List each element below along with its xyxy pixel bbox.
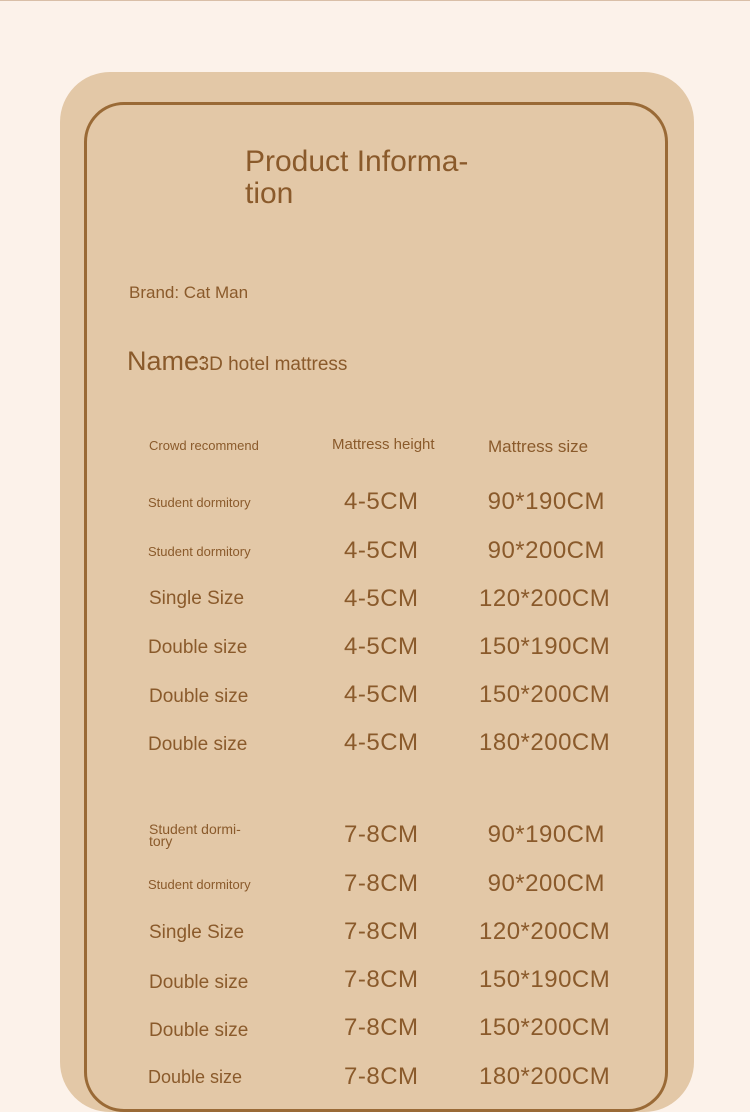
table-row — [0, 729, 750, 769]
height-cell: 7-8CM — [344, 966, 419, 993]
crowd-cell: Student dormitory — [148, 495, 251, 510]
table-row — [0, 821, 750, 861]
height-cell: 7-8CM — [344, 821, 419, 848]
crowd-cell: Double size — [148, 1067, 243, 1087]
size-cell: 90*190CM — [487, 821, 605, 848]
size-cell: 150*200CM — [479, 1014, 611, 1041]
table-row — [0, 488, 750, 528]
height-cell: 4-5CM — [344, 681, 419, 708]
height-cell: 4-5CM — [344, 488, 419, 515]
height-cell: 4-5CM — [344, 537, 419, 564]
size-cell: 150*190CM — [479, 966, 611, 993]
table-row — [0, 537, 750, 577]
crowd-cell: Student dormitory — [148, 877, 251, 892]
size-cell: 120*200CM — [479, 918, 611, 945]
header-height: Mattress height — [332, 436, 435, 453]
height-cell: 7-8CM — [344, 870, 419, 897]
crowd-cell: Double size — [148, 637, 248, 658]
name-value: 3D hotel mattress — [198, 354, 348, 375]
size-cell: 180*200CM — [479, 729, 611, 756]
size-cell: 90*200CM — [487, 870, 605, 897]
table-row — [0, 870, 750, 910]
table-row — [0, 966, 750, 1006]
crowd-cell: Double size — [149, 1020, 249, 1041]
size-cell: 90*190CM — [487, 488, 605, 515]
table-row — [0, 681, 750, 721]
height-cell: 4-5CM — [344, 633, 419, 660]
table-row — [0, 918, 750, 958]
size-cell: 150*200CM — [479, 681, 611, 708]
crowd-cell: Single Size — [149, 922, 245, 943]
crowd-cell: Double size — [149, 972, 249, 993]
header-crowd: Crowd recommend — [149, 438, 259, 453]
height-cell: 7-8CM — [344, 1063, 419, 1087]
crowd-cell: Student dormi- tory — [149, 821, 241, 849]
top-divider — [0, 0, 750, 1]
crowd-cell: Student dormitory — [148, 544, 251, 559]
size-cell: 150*190CM — [479, 633, 611, 660]
height-cell: 7-8CM — [344, 918, 419, 945]
product-name — [127, 346, 347, 377]
page-title: Product Informa- tion — [245, 145, 469, 210]
brand-text: Brand: Cat Man — [129, 283, 249, 302]
table-row — [0, 585, 750, 625]
crowd-cell: Double size — [148, 734, 248, 755]
size-cell: 180*200CM — [479, 1063, 611, 1087]
crowd-cell: Double size — [149, 686, 249, 707]
name-label: Name: — [127, 346, 207, 376]
height-cell: 7-8CM — [344, 1014, 419, 1041]
height-cell: 4-5CM — [344, 729, 419, 756]
table-row — [0, 633, 750, 673]
crowd-cell: Single Size — [149, 588, 245, 609]
header-size: Mattress size — [488, 437, 589, 456]
height-cell: 4-5CM — [344, 585, 419, 612]
size-cell: 90*200CM — [487, 537, 605, 564]
table-row — [0, 1061, 750, 1087]
table-row — [0, 1014, 750, 1054]
size-cell: 120*200CM — [479, 585, 611, 612]
